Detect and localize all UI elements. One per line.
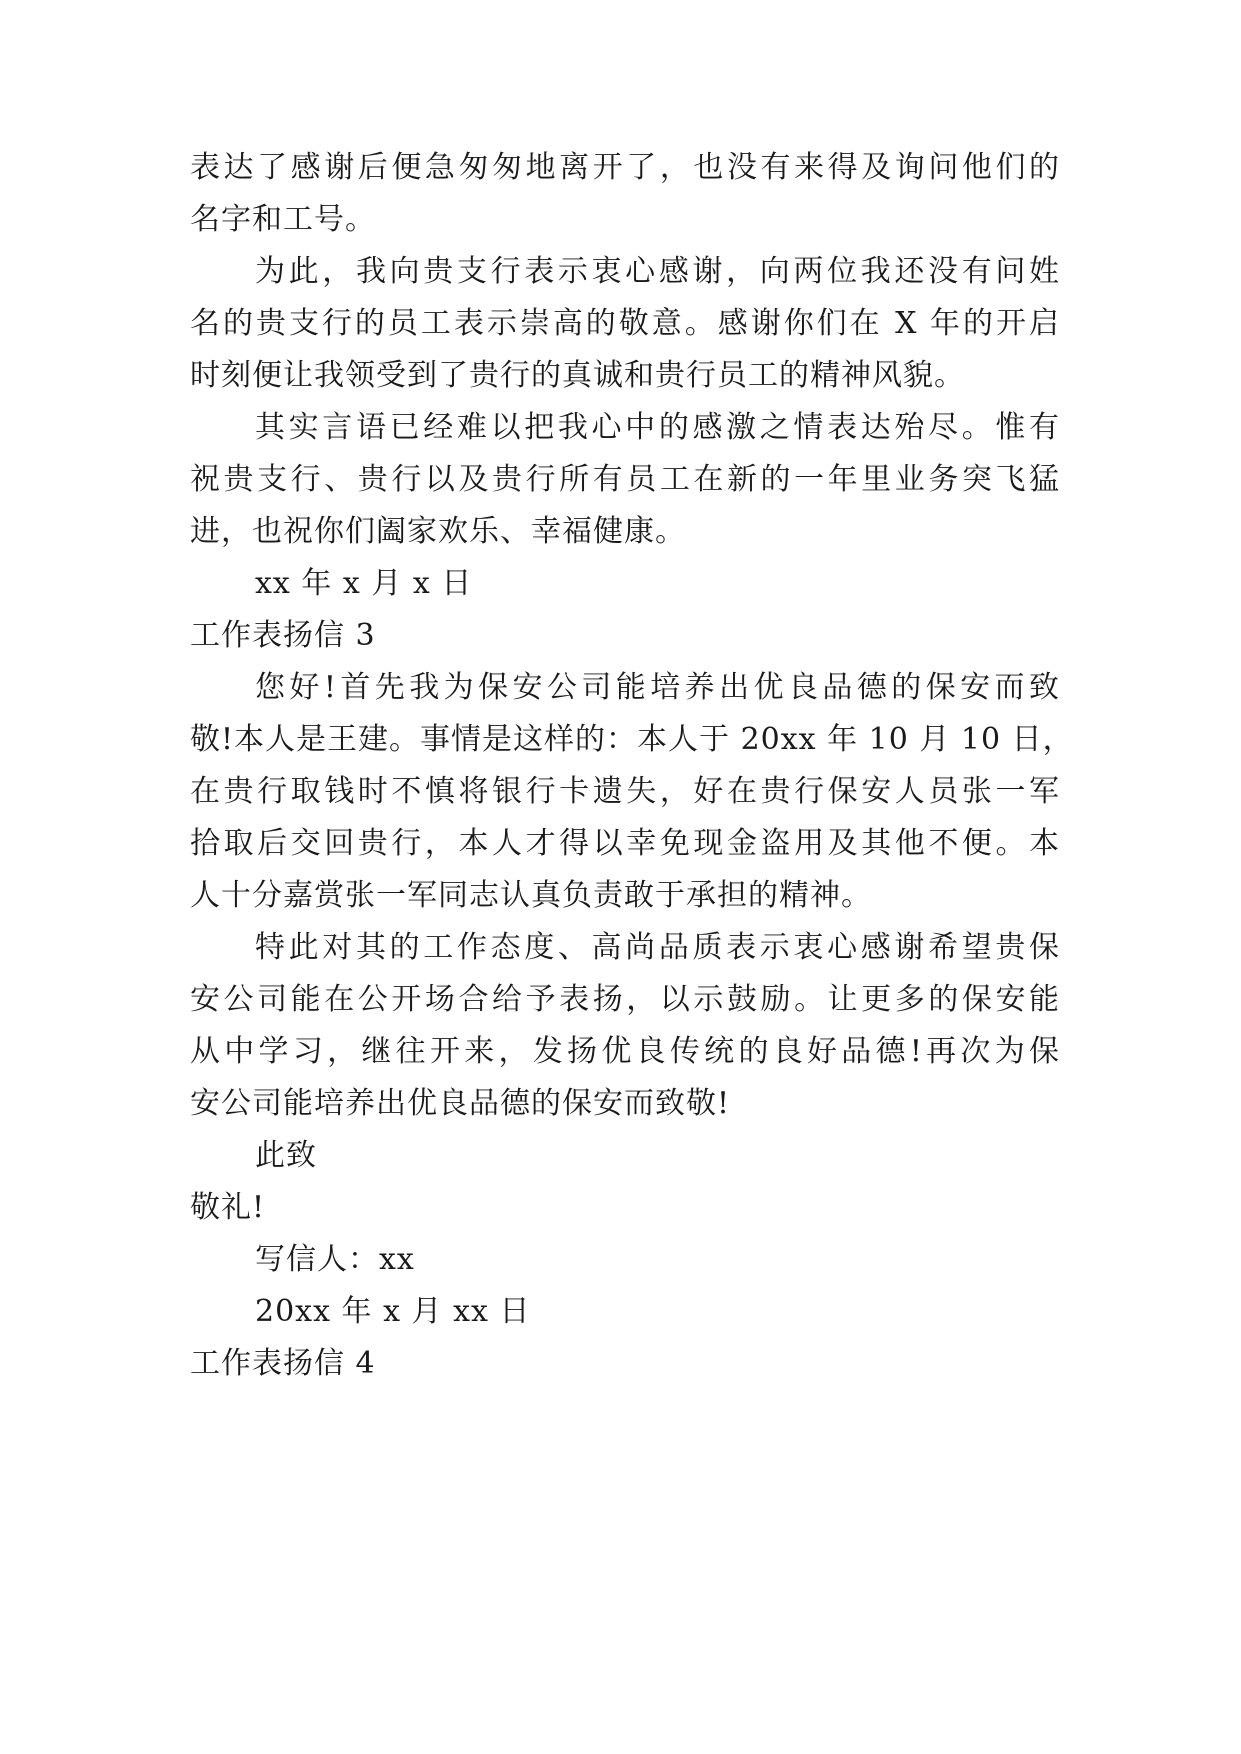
- paragraph-first-line: 您好!首先我为保安公司能培养出优良品德的保安而致: [255, 670, 1060, 705]
- section-heading: 工作表扬信 4: [190, 1346, 376, 1381]
- paragraph-first-line: 特此对其的工作态度、高尚品质表示衷心感谢希望贵保: [255, 930, 1060, 965]
- text-line: 时刻便让我领受到了贵行的真诚和贵行员工的精神风貌。: [190, 358, 965, 393]
- text-line: 安公司能在公开场合给予表扬，以示鼓励。让更多的保安能: [190, 982, 1060, 1017]
- text-line: 从中学习，继往开来，发扬优良传统的良好品德!再次为保: [190, 1034, 1060, 1069]
- text-line: 表达了感谢后便急匆匆地离开了，也没有来得及询问他们的: [190, 150, 1060, 185]
- closing-salutation: 此致: [255, 1138, 317, 1173]
- paragraph-first-line: 为此，我向贵支行表示衷心感谢，向两位我还没有问姓: [255, 254, 1060, 289]
- text-line: 人十分嘉赏张一军同志认真负责敢于承担的精神。: [190, 878, 872, 913]
- text-line: 祝贵支行、贵行以及贵行所有员工在新的一年里业务突飞猛: [190, 462, 1060, 497]
- text-line: 名字和工号。: [190, 202, 376, 237]
- date-line: 20xx 年 x 月 xx 日: [255, 1294, 531, 1329]
- text-line: 名的贵支行的员工表示崇高的敬意。感谢你们在 X 年的开启: [190, 306, 1060, 341]
- closing-regards: 敬礼!: [190, 1190, 266, 1225]
- date-line: xx 年 x 月 x 日: [255, 566, 473, 601]
- text-line: 敬!本人是王建。事情是这样的：本人于 20xx 年 10 月 10 日，: [190, 722, 1074, 757]
- paragraph-first-line: 其实言语已经难以把我心中的感激之情表达殆尽。惟有: [255, 410, 1060, 445]
- text-line: 拾取后交回贵行，本人才得以幸免现金盗用及其他不便。本: [190, 826, 1060, 861]
- section-heading: 工作表扬信 3: [190, 618, 376, 653]
- text-line: 进，也祝你们阖家欢乐、幸福健康。: [190, 514, 686, 549]
- text-line: 安公司能培养出优良品德的保安而致敬!: [190, 1086, 731, 1121]
- signature-line: 写信人：xx: [255, 1242, 415, 1277]
- text-line: 在贵行取钱时不慎将银行卡遗失，好在贵行保安人员张一军: [190, 774, 1060, 809]
